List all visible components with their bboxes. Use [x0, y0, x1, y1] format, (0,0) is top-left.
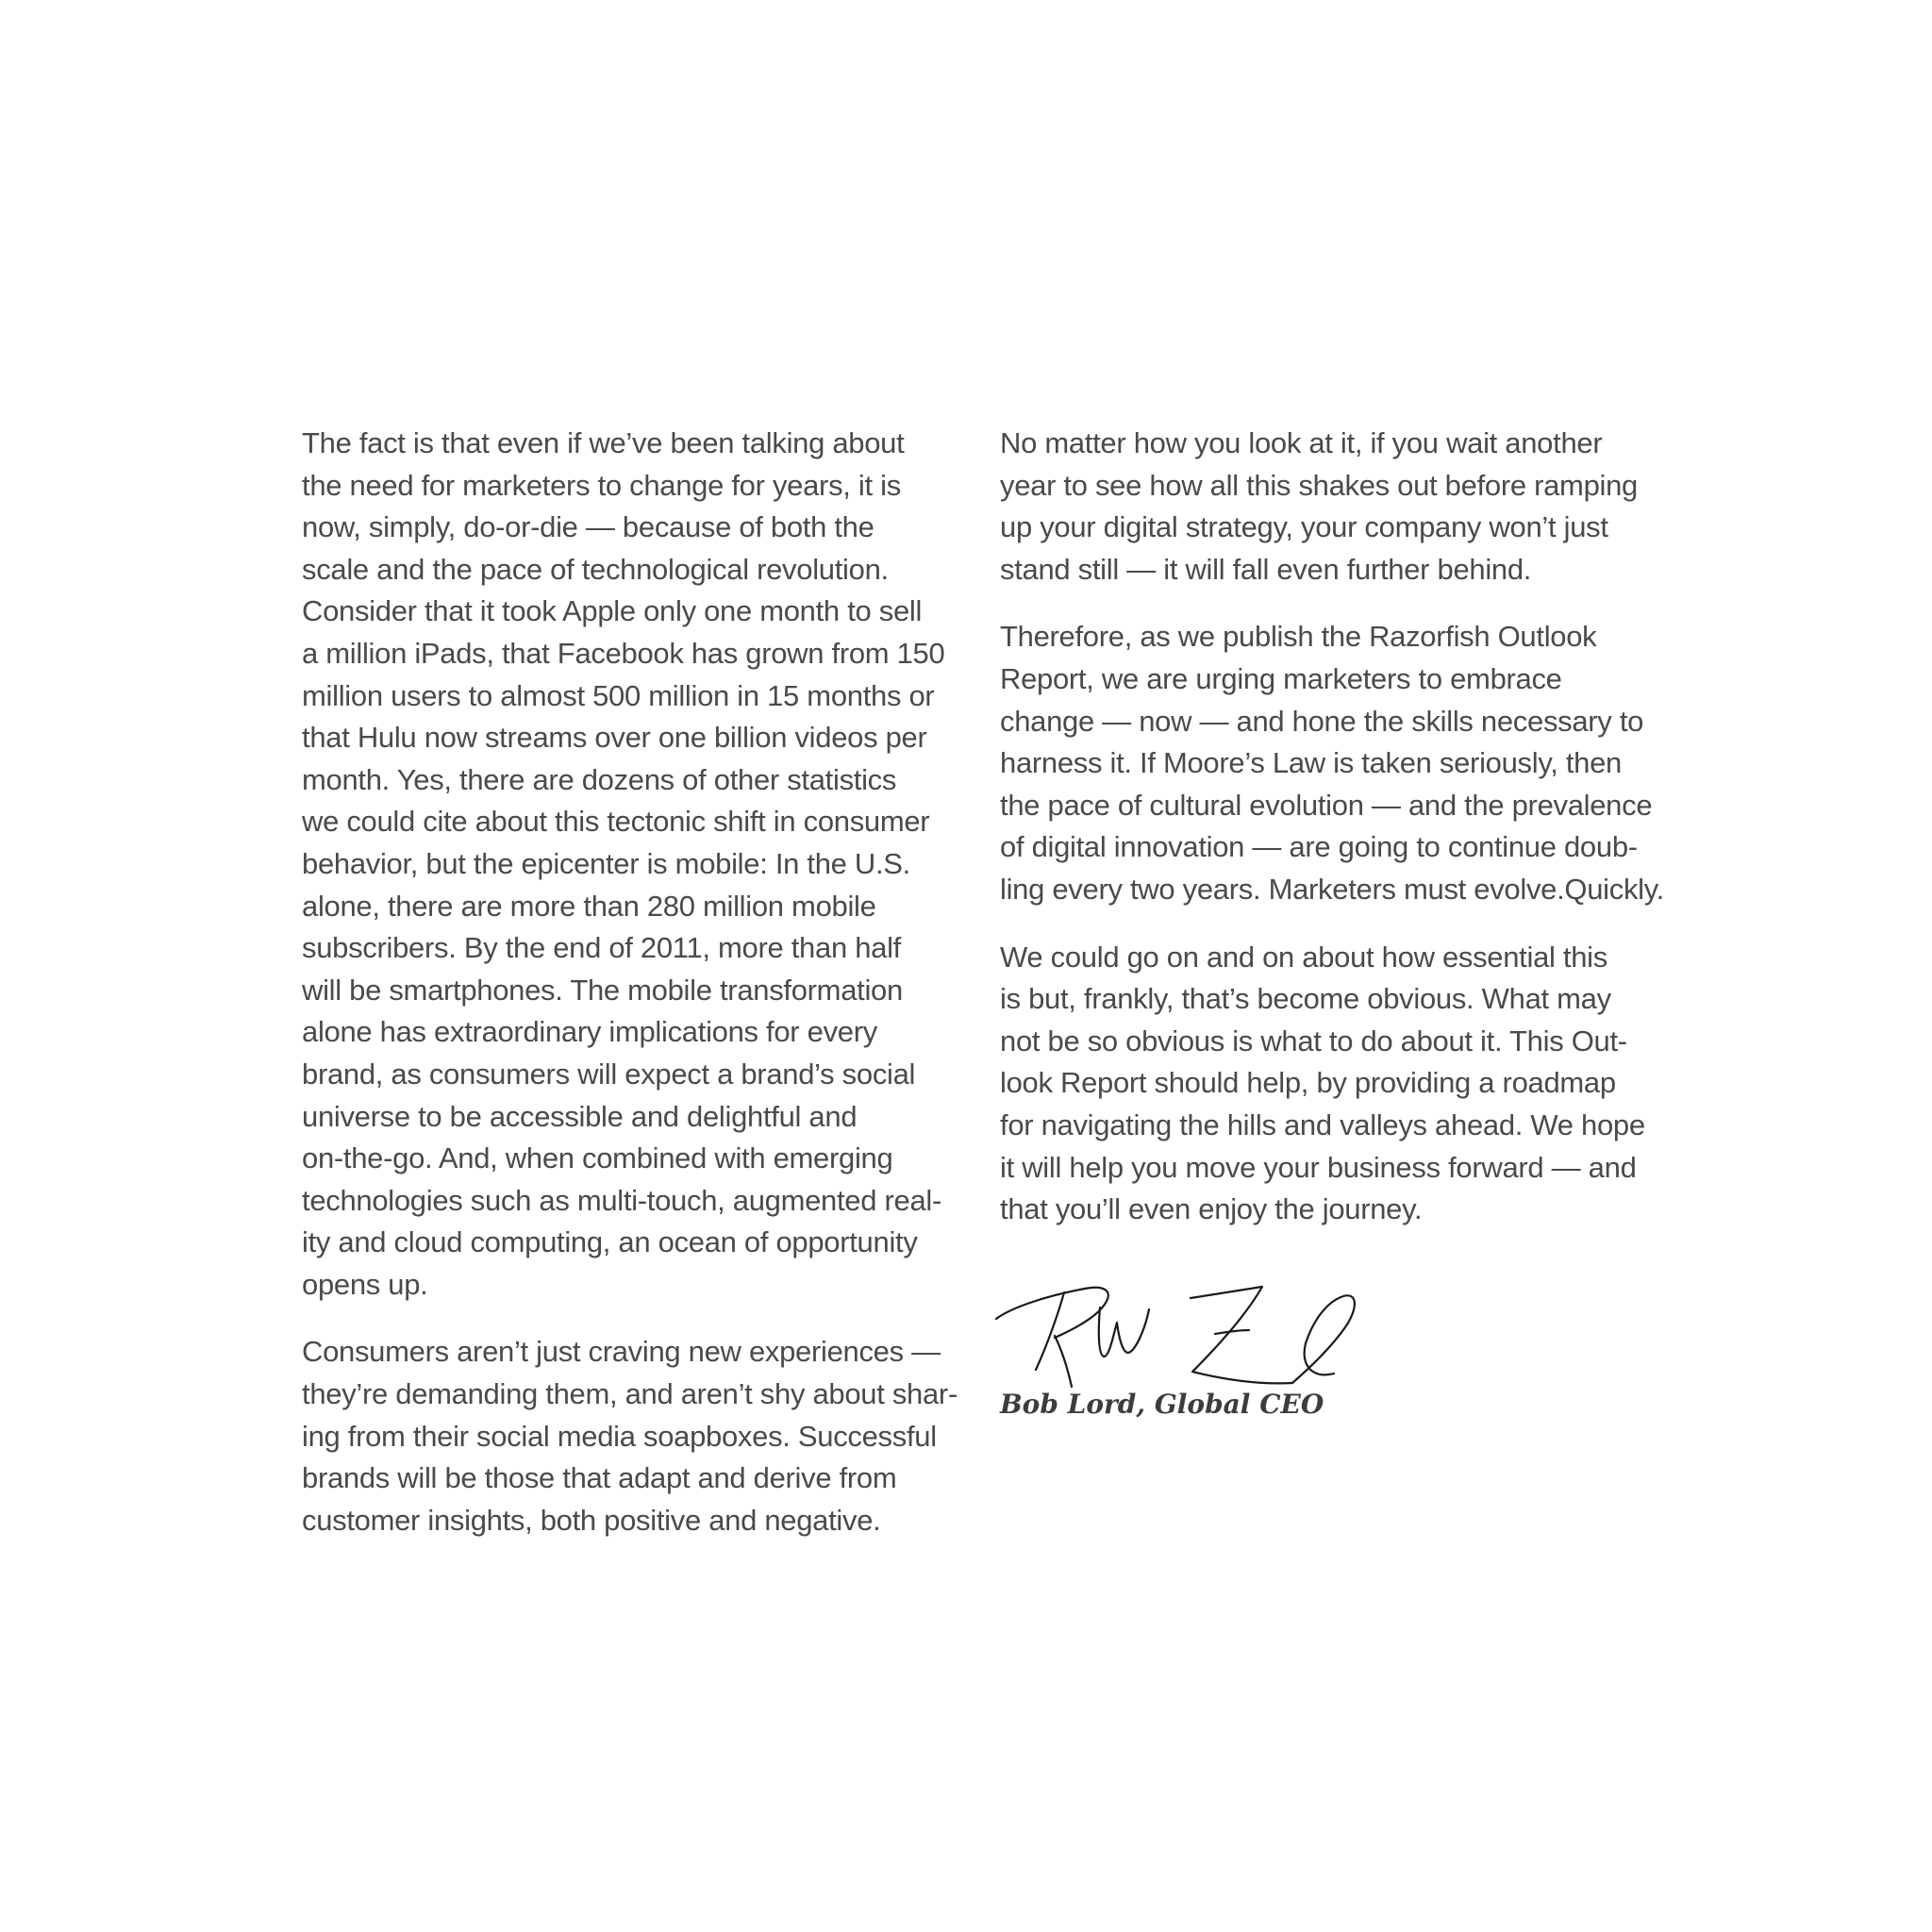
left-paragraph-1: [302, 423, 953, 1306]
text-line: scale and the pace of technological revolution.: [302, 552, 889, 586]
left-column: [302, 423, 958, 1567]
text-line: is but, frankly, that’s become obvious. What may: [1000, 982, 1611, 1016]
text-line: brands will be those that adapt and derive from: [302, 1461, 897, 1495]
text-line: that you’ll even enjoy the journey.: [1000, 1192, 1423, 1226]
text-line: alone, there are more than 280 million mobile: [302, 889, 876, 923]
right-paragraph-1: [1000, 423, 1651, 591]
text-line: a million iPads, that Facebook has grown from 150: [302, 636, 945, 670]
text-line: ity and cloud computing, an ocean of opportunity: [302, 1225, 918, 1259]
text-line: brand, as consumers will expect a brand’s social: [302, 1057, 916, 1091]
text-line: they’re demanding them, and aren’t shy about shar-: [302, 1377, 958, 1411]
right-paragraph-2: [1000, 616, 1664, 910]
text-line: will be smartphones. The mobile transformation: [302, 973, 903, 1007]
text-line: now, simply, do-or-die — because of both the: [302, 510, 874, 544]
text-line: No matter how you look at it, if you wait another: [1000, 426, 1603, 459]
signatory-name: Bob Lord, Global CEO: [1000, 1389, 1324, 1420]
text-line: we could cite about this tectonic shift in consumer: [302, 805, 930, 839]
text-line: We could go on and on about how essential this: [1000, 940, 1607, 974]
text-line: alone has extraordinary implications for every: [302, 1015, 877, 1049]
text-line: not be so obvious is what to do about it. This Out-: [1000, 1024, 1627, 1058]
text-line: the need for marketers to change for years, it is: [302, 468, 901, 502]
text-line: for navigating the hills and valleys ahead. We hope: [1000, 1108, 1645, 1141]
text-line: opens up.: [302, 1267, 428, 1301]
handwritten-signature-icon: [992, 1275, 1370, 1392]
right-paragraph-3: [1000, 937, 1651, 1231]
text-line: that Hulu now streams over one billion videos per: [302, 721, 927, 755]
text-line: customer insights, both positive and negative.: [302, 1503, 881, 1537]
text-line: up your digital strategy, your company won’t just: [1000, 510, 1608, 544]
text-line: year to see how all this shakes out before ramping: [1000, 468, 1638, 502]
text-line: Report, we are urging marketers to embrace: [1000, 661, 1562, 695]
text-line: subscribers. By the end of 2011, more than half: [302, 931, 901, 965]
text-line: ling every two years. Marketers must evolve.Quickly.: [1000, 872, 1664, 906]
text-line: Consumers aren’t just craving new experiences —: [302, 1335, 941, 1369]
text-line: month. Yes, there are dozens of other statistics: [302, 762, 897, 796]
text-line: on-the-go. And, when combined with emerging: [302, 1141, 893, 1175]
text-line: The fact is that even if we’ve been talking about: [302, 426, 905, 459]
text-line: it will help you move your business forward — and: [1000, 1150, 1637, 1184]
text-line: Therefore, as we publish the Razorfish Outlook: [1000, 620, 1597, 654]
text-line: million users to almost 500 million in 15 months or: [302, 678, 935, 712]
right-column: [1000, 423, 1664, 1257]
text-line: Consider that it took Apple only one month to sell: [302, 594, 923, 628]
text-line: universe to be accessible and delightful and: [302, 1099, 858, 1133]
text-line: the pace of cultural evolution — and the prevalence: [1000, 788, 1653, 822]
text-line: change — now — and hone the skills necessary to: [1000, 704, 1644, 738]
text-line: of digital innovation — are going to continue doub-: [1000, 830, 1638, 864]
text-line: harness it. If Moore’s Law is taken seriously, then: [1000, 746, 1622, 780]
text-line: ing from their social media soapboxes. Successful: [302, 1419, 937, 1453]
text-line: look Report should help, by providing a roadmap: [1000, 1066, 1616, 1100]
text-line: technologies such as multi-touch, augmented real-: [302, 1183, 942, 1217]
text-line: behavior, but the epicenter is mobile: In the U.S.: [302, 846, 910, 880]
text-line: stand still — it will fall even further behind.: [1000, 552, 1532, 586]
left-paragraph-2: [302, 1331, 958, 1541]
